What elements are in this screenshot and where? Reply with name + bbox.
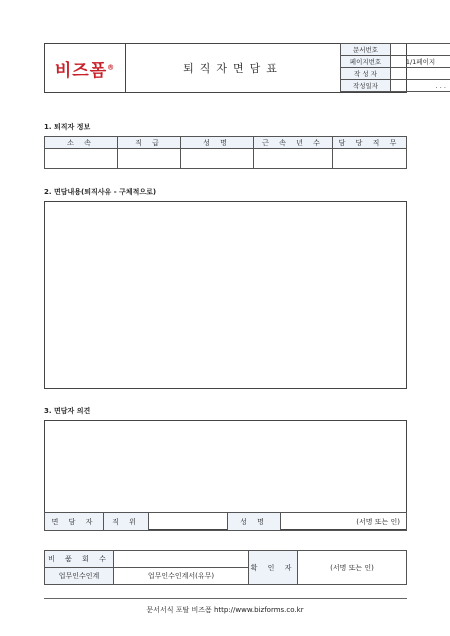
section3-title: 3. 면담자 의견 bbox=[44, 407, 91, 415]
confirmation-table bbox=[44, 550, 407, 585]
header-rank: 직 급 bbox=[118, 137, 181, 149]
meta-value-doc-no[interactable] bbox=[391, 44, 450, 56]
cell-name[interactable] bbox=[181, 149, 254, 169]
cell-rank[interactable] bbox=[118, 149, 181, 169]
handover-value[interactable]: 업무인수인계서(유무) bbox=[114, 568, 249, 585]
name-label: 성 명 bbox=[228, 513, 281, 531]
header-name: 성 명 bbox=[181, 137, 254, 149]
document-title: 퇴직자면담표 bbox=[125, 44, 342, 92]
confirmer-signature[interactable]: (서명 또는 인) bbox=[298, 551, 407, 585]
header-duty: 담 당 직 무 bbox=[333, 137, 407, 149]
logo-cell bbox=[45, 44, 126, 92]
footer-divider bbox=[44, 598, 407, 599]
cell-years[interactable] bbox=[254, 149, 333, 169]
cell-department[interactable] bbox=[45, 149, 118, 169]
confirmer-label: 확 인 자 bbox=[249, 551, 298, 585]
logo-text: 비즈폼 bbox=[54, 60, 108, 81]
retiree-info-table bbox=[44, 136, 407, 169]
meta-value-page-no[interactable]: 1/1페이지 bbox=[391, 56, 450, 68]
interview-content-box[interactable] bbox=[44, 201, 407, 389]
signature-value[interactable]: (서명 또는 인) bbox=[281, 513, 407, 531]
meta-value-date[interactable]: . . . bbox=[391, 80, 450, 92]
section1-title: 1. 퇴직자 정보 bbox=[44, 123, 91, 131]
meta-label-author: 작 성 자 bbox=[341, 68, 391, 80]
budget-label: 비 품 회 수 bbox=[45, 551, 114, 568]
budget-value[interactable] bbox=[114, 551, 249, 568]
header-years: 근 속 년 수 bbox=[254, 137, 333, 149]
footer-text: 문서서식 포탈 비즈폼 http://www.bizforms.co.kr bbox=[146, 606, 304, 614]
handover-label: 업무인수인계 bbox=[45, 568, 114, 585]
position-value[interactable] bbox=[149, 513, 228, 531]
interviewer-signature-row bbox=[44, 512, 407, 531]
logo-registered-mark: ® bbox=[107, 62, 116, 71]
meta-label-page-no: 페이지번호 bbox=[341, 56, 391, 68]
bizforms-logo bbox=[55, 56, 115, 81]
document-header bbox=[44, 43, 446, 93]
meta-value-author[interactable] bbox=[391, 68, 450, 80]
meta-label-doc-no: 문서번호 bbox=[341, 44, 391, 56]
position-label: 직 위 bbox=[104, 513, 149, 531]
cell-duty[interactable] bbox=[333, 149, 407, 169]
section2-title: 2. 면담내용(퇴직사유 - 구체적으로) bbox=[44, 188, 157, 196]
meta-label-date: 작성일자 bbox=[341, 80, 391, 92]
interviewer-label: 면 담 자 bbox=[45, 513, 104, 531]
document-meta bbox=[341, 44, 446, 92]
header-department: 소 속 bbox=[45, 137, 118, 149]
